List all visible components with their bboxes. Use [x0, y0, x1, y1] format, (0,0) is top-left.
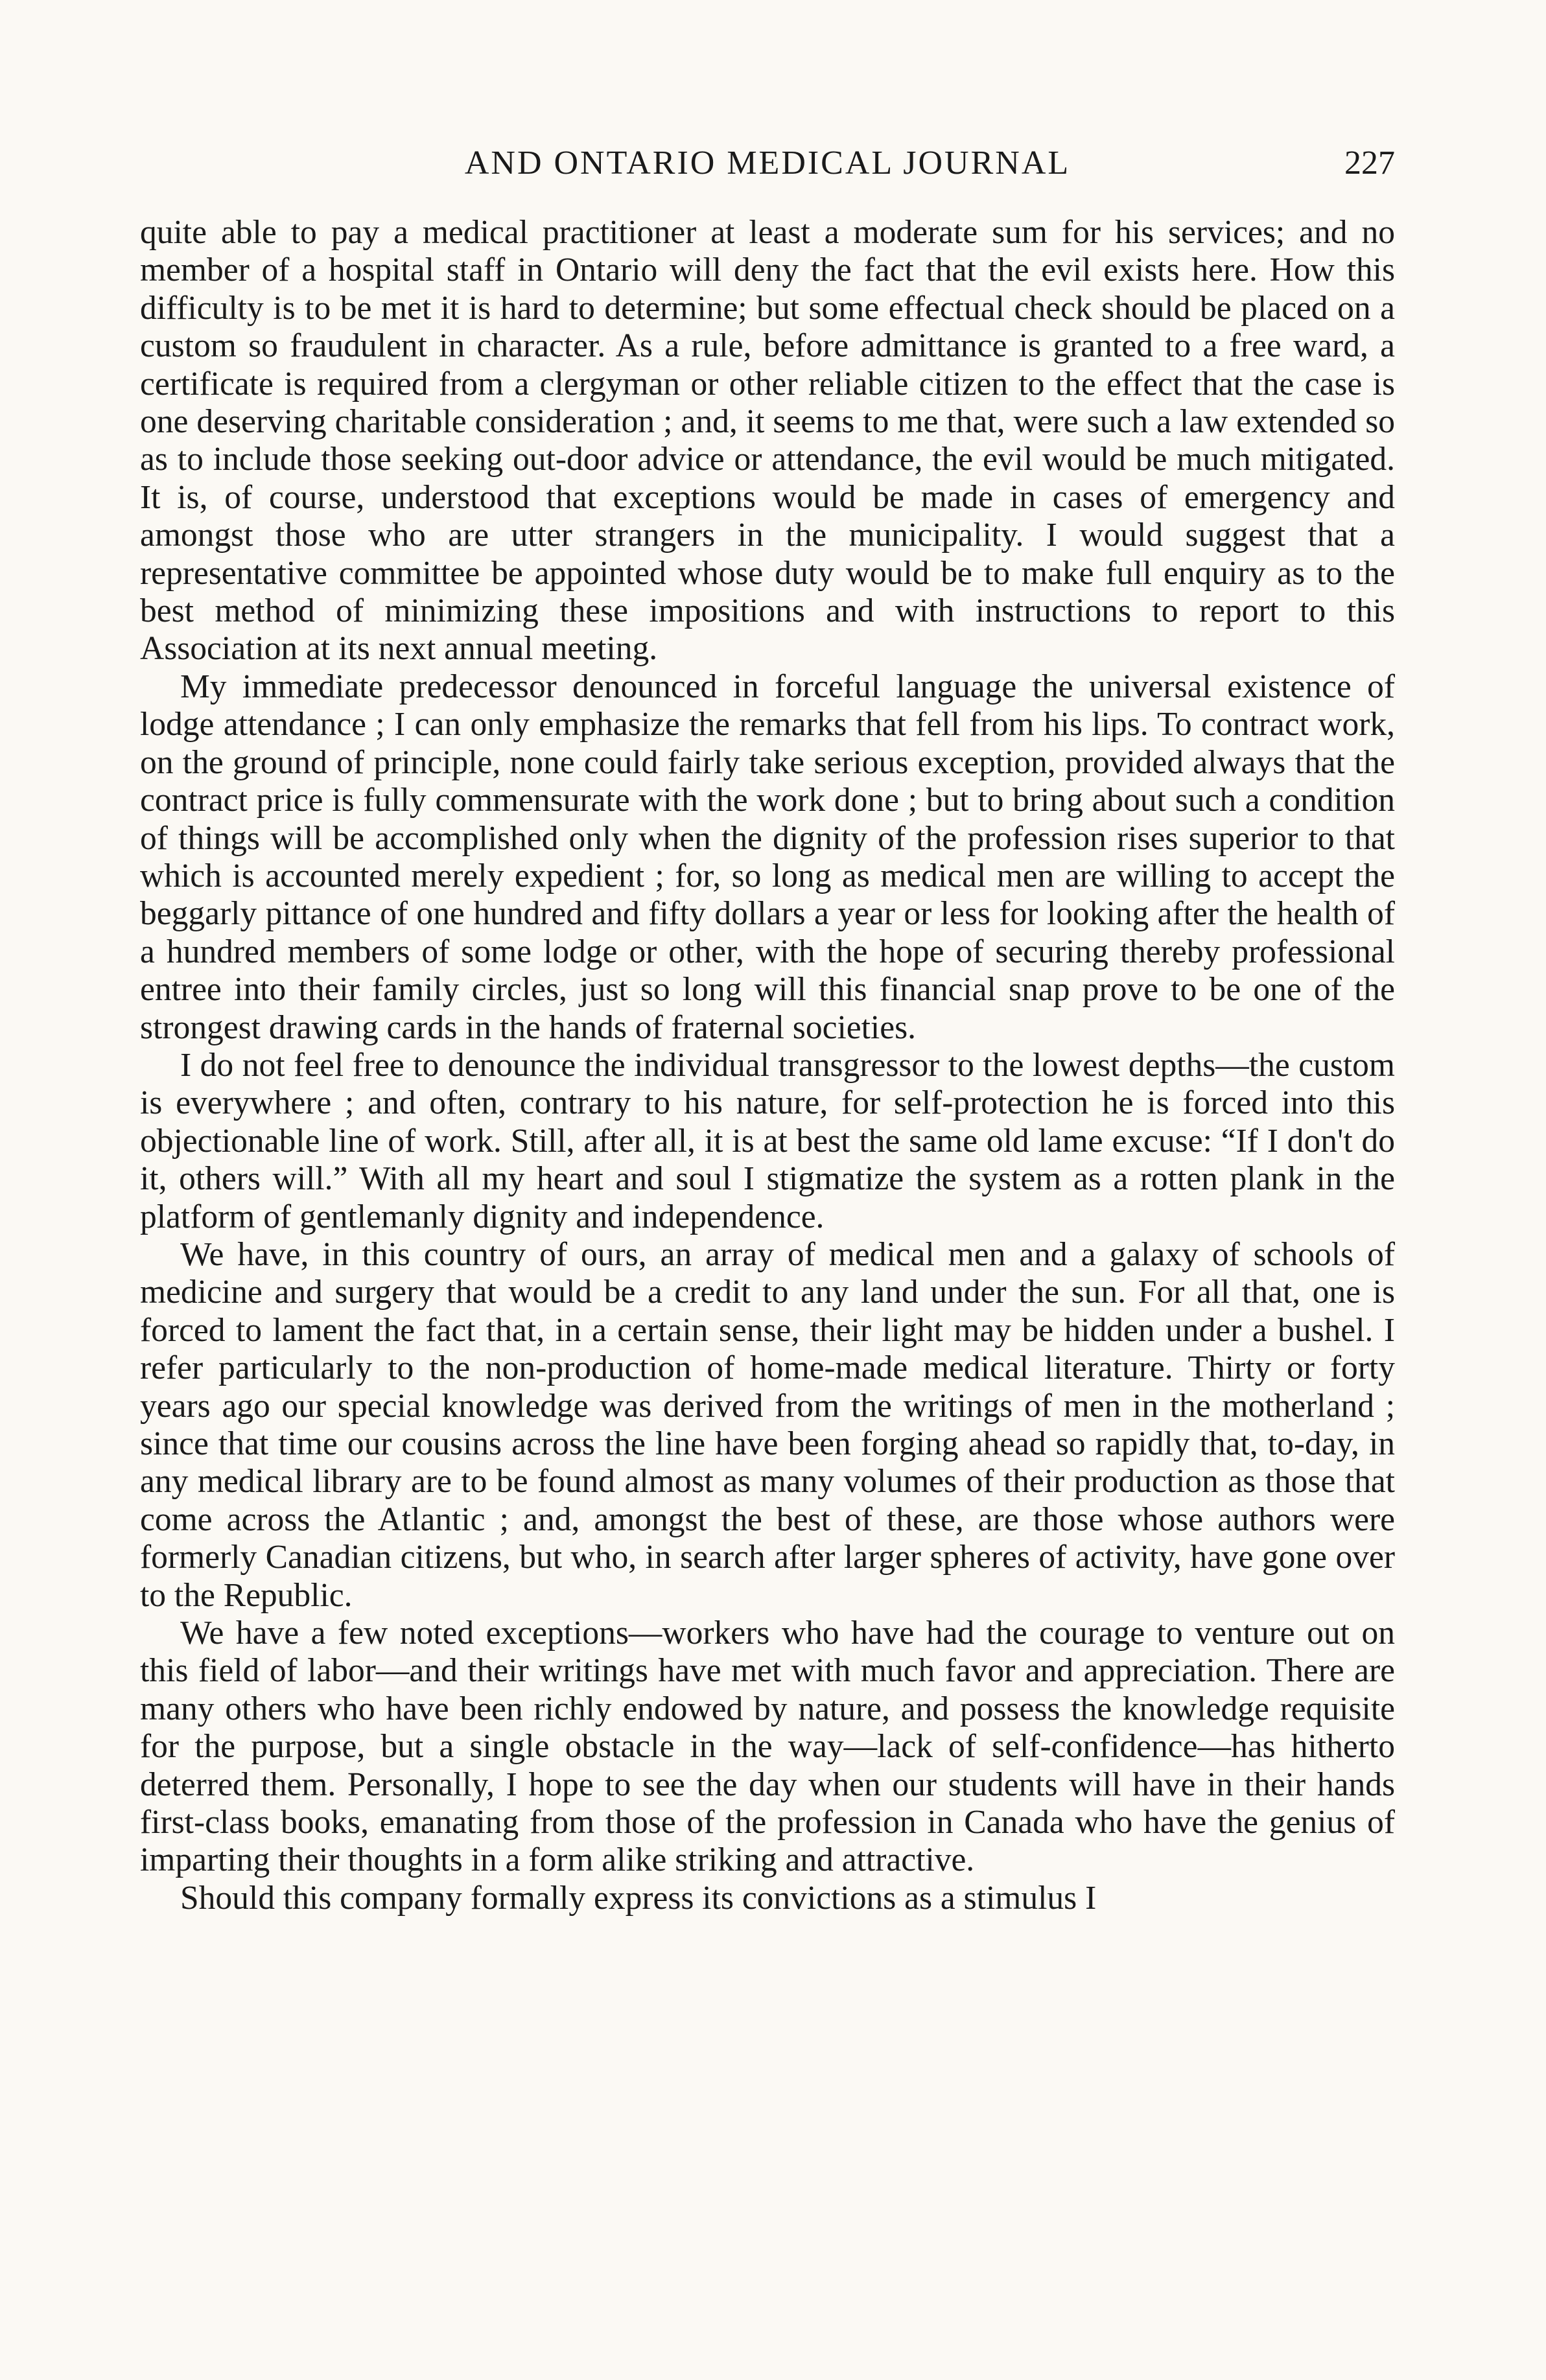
article-body — [140, 214, 1395, 1917]
paragraph: We have, in this country of ours, an array of medical men and a galaxy of schools of medicine and surgery that would be a credit to any land under the sun. For all that, one is forced to lament the fact that, in a certain sense, their light may be hidden under a bushel. I refer particularly to the non-production of home-made medical literature. Thirty or forty years ago our special knowledge was derived from the writings of men in the motherland ; since that time our cousins across the line have been forging ahead so rapidly that, to-day, in any medical library are to be found almost as many volumes of their production as those that come across the Atlantic ; and, amongst the best of these, are those whose authors were formerly Canadian citizens, but who, in search after larger spheres of activity, have gone over to the Republic. — [140, 1235, 1395, 1614]
paragraph: Should this company formally express its convictions as a stimulus I — [180, 1879, 1097, 1917]
running-title: AND ONTARIO MEDICAL JOURNAL — [464, 145, 1071, 181]
paragraph: My immediate predecessor denounced in forceful language the universal existence of lodge attendance ; I can only emphasize the remarks that fell from his lips. To contract work, on the ground of principle, none could fairly take serious exception, provided always that the contract price is fully commensurate with the work done ; but to bring about such a condition of things will be accomplished only when the dignity of the profession rises superior to that which is accounted merely expedient ; for, so long as medical men are willing to accept the beggarly pittance of one hundred and fifty dollars a year or less for looking after the health of a hundred members of some lodge or other, with the hope of securing thereby professional entree into their family circles, just so long will this financial snap prove to be one of the strongest drawing cards in the hands of fraternal societies. — [140, 668, 1395, 1046]
paragraph: We have a few noted exceptions—workers who have had the courage to venture out on this field of labor—and their writings have met with much favor and appreciation. There are many others who have been richly endowed by nature, and possess the knowledge requisite for the purpose, but a single obstacle in the way—lack of self-confidence—has hitherto deterred them. Personally, I hope to see the day when our students will have in their hands first-class books, emanating from those of the profession in Canada who have the genius of imparting their thoughts in a form alike striking and attractive. — [140, 1615, 1395, 1879]
page-header — [140, 144, 1395, 189]
page-number: 227 — [1344, 145, 1395, 181]
paragraph: I do not feel free to denounce the individual transgressor to the lowest depths—the custom is everywhere ; and often, contrary to his nature, for self-protection he is forced into this objectionable line of work. Still, after all, it is at best the same old lame excuse: “If I don't do it, others will.” With all my heart and soul I stigmatize the system as a rotten plank in the platform of gentlemanly dignity and independence. — [140, 1046, 1395, 1235]
paragraph: quite able to pay a medical practitioner at least a moderate sum for his services; and no member of a hospital staff in Ontario will deny the fact that the evil exists here. How this difficulty is to be met it is hard to determine; but some effectual check should be placed on a custom so fraudulent in character. As a rule, before admittance is granted to a free ward, a certificate is required from a clergyman or other reliable citizen to the effect that the case is one deserving charitable consideration ; and, it seems to me that, were such a law extended so as to include those seeking out-door advice or attendance, the evil would be much mitigated. It is, of course, understood that exceptions would be made in cases of emergency and amongst those who are utter strangers in the municipality. I would suggest that a representative committee be appointed whose duty would be to make full enquiry as to the best method of minimizing these impositions and with instructions to report to this Association at its next annual meeting. — [140, 214, 1395, 668]
